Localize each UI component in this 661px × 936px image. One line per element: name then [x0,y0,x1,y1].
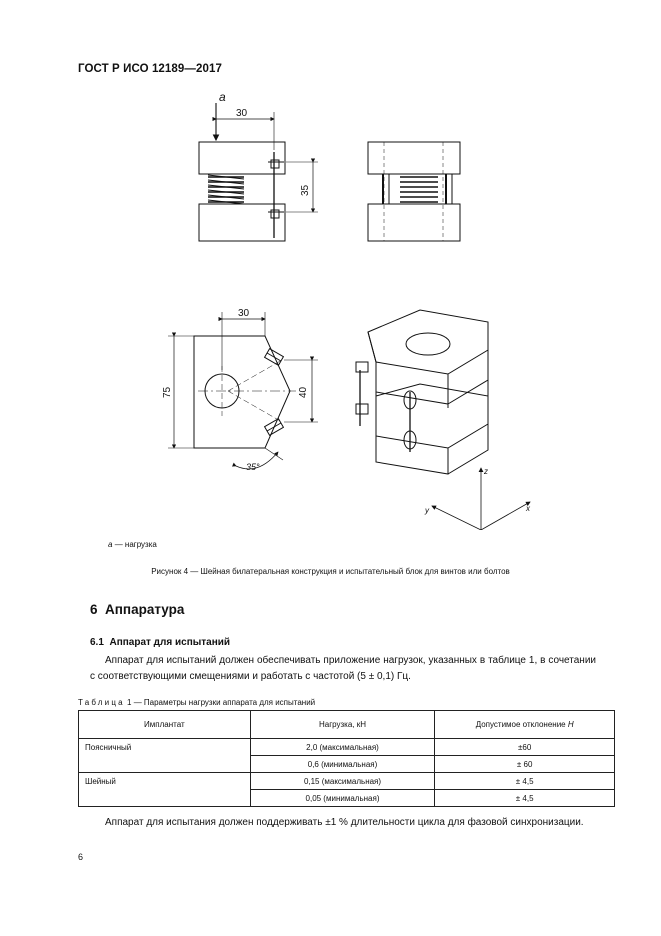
table-caption-word: Таблица [78,698,125,707]
cell-load: 0,15 (максимальная) [250,773,435,790]
dim-30-top-label: 30 [236,108,248,119]
cell-implant: Поясничный [79,739,251,756]
load-marker-label: a [219,90,226,104]
table-row [79,773,615,790]
dim-30-bottom-label: 30 [238,308,250,319]
table-row [79,756,615,773]
angle-35-label: 35° [246,462,260,472]
isometric-view [356,310,488,474]
cell-load: 0,6 (минимальная) [250,756,435,773]
dim-75-label: 75 [162,386,173,398]
cell-load: 2,0 (максимальная) [250,739,435,756]
axis-x-label: x [526,504,530,513]
spring-left [208,175,244,204]
table-header-row [79,711,615,739]
coordinate-axes [432,468,530,530]
table-caption [78,698,315,707]
legend-key: a [108,540,113,549]
test-block-top-view [194,336,290,448]
figure-caption: Рисунок 4 — Шейная билатеральная конструкция и испытательный блок для винтов или болтов [151,567,510,576]
cell-implant: Шейный [79,773,251,790]
subsection-number: 6.1 [90,637,104,648]
table-caption-rest: 1 — Параметры нагрузки аппарата для испытаний [127,698,316,707]
axis-y-label: y [425,506,429,515]
header-implant: Имплантат [79,711,251,739]
legend-text: — нагрузка [114,540,157,549]
figure-legend [108,540,157,549]
load-parameters-table [78,710,615,807]
cell-implant [79,790,251,807]
table-row [79,739,615,756]
section-number: 6 [90,602,98,617]
page-number: 6 [78,852,84,862]
header-tolerance: Допустимое отклонение H [435,711,615,739]
spring-right [400,177,438,202]
dim-35-label: 35 [300,184,311,196]
paragraph-2: Аппарат для испытания должен поддерживать ±1 % длительности цикла для фазовой синхронизации. [105,817,584,828]
cell-load: 0,05 (минимальная) [250,790,435,807]
document-header: ГОСТ Р ИСО 12189—2017 [78,63,223,75]
table-row [79,790,615,807]
upper-block-right [368,142,460,174]
section-heading [90,602,184,617]
cell-implant [79,756,251,773]
cell-tolerance: ± 4,5 [435,790,615,807]
subsection-heading [90,637,230,648]
upper-block-left [199,142,285,174]
cell-tolerance: ± 60 [435,756,615,773]
subsection-title: Аппарат для испытаний [109,637,231,648]
cell-tolerance: ±60 [435,739,615,756]
lower-block-right [368,204,460,241]
dim-40-label: 40 [298,386,309,398]
paragraph-1: Аппарат для испытаний должен обеспечивать приложение нагрузок, указанных в таблице 1, в сочетании с соответствующими смещениями и работать с частотой (5 ± 0,1) Гц. [90,655,596,682]
axis-z-label: z [484,467,488,476]
header-load: Нагрузка, кН [250,711,435,739]
section-title: Аппаратура [105,602,185,617]
cell-tolerance: ± 4,5 [435,773,615,790]
